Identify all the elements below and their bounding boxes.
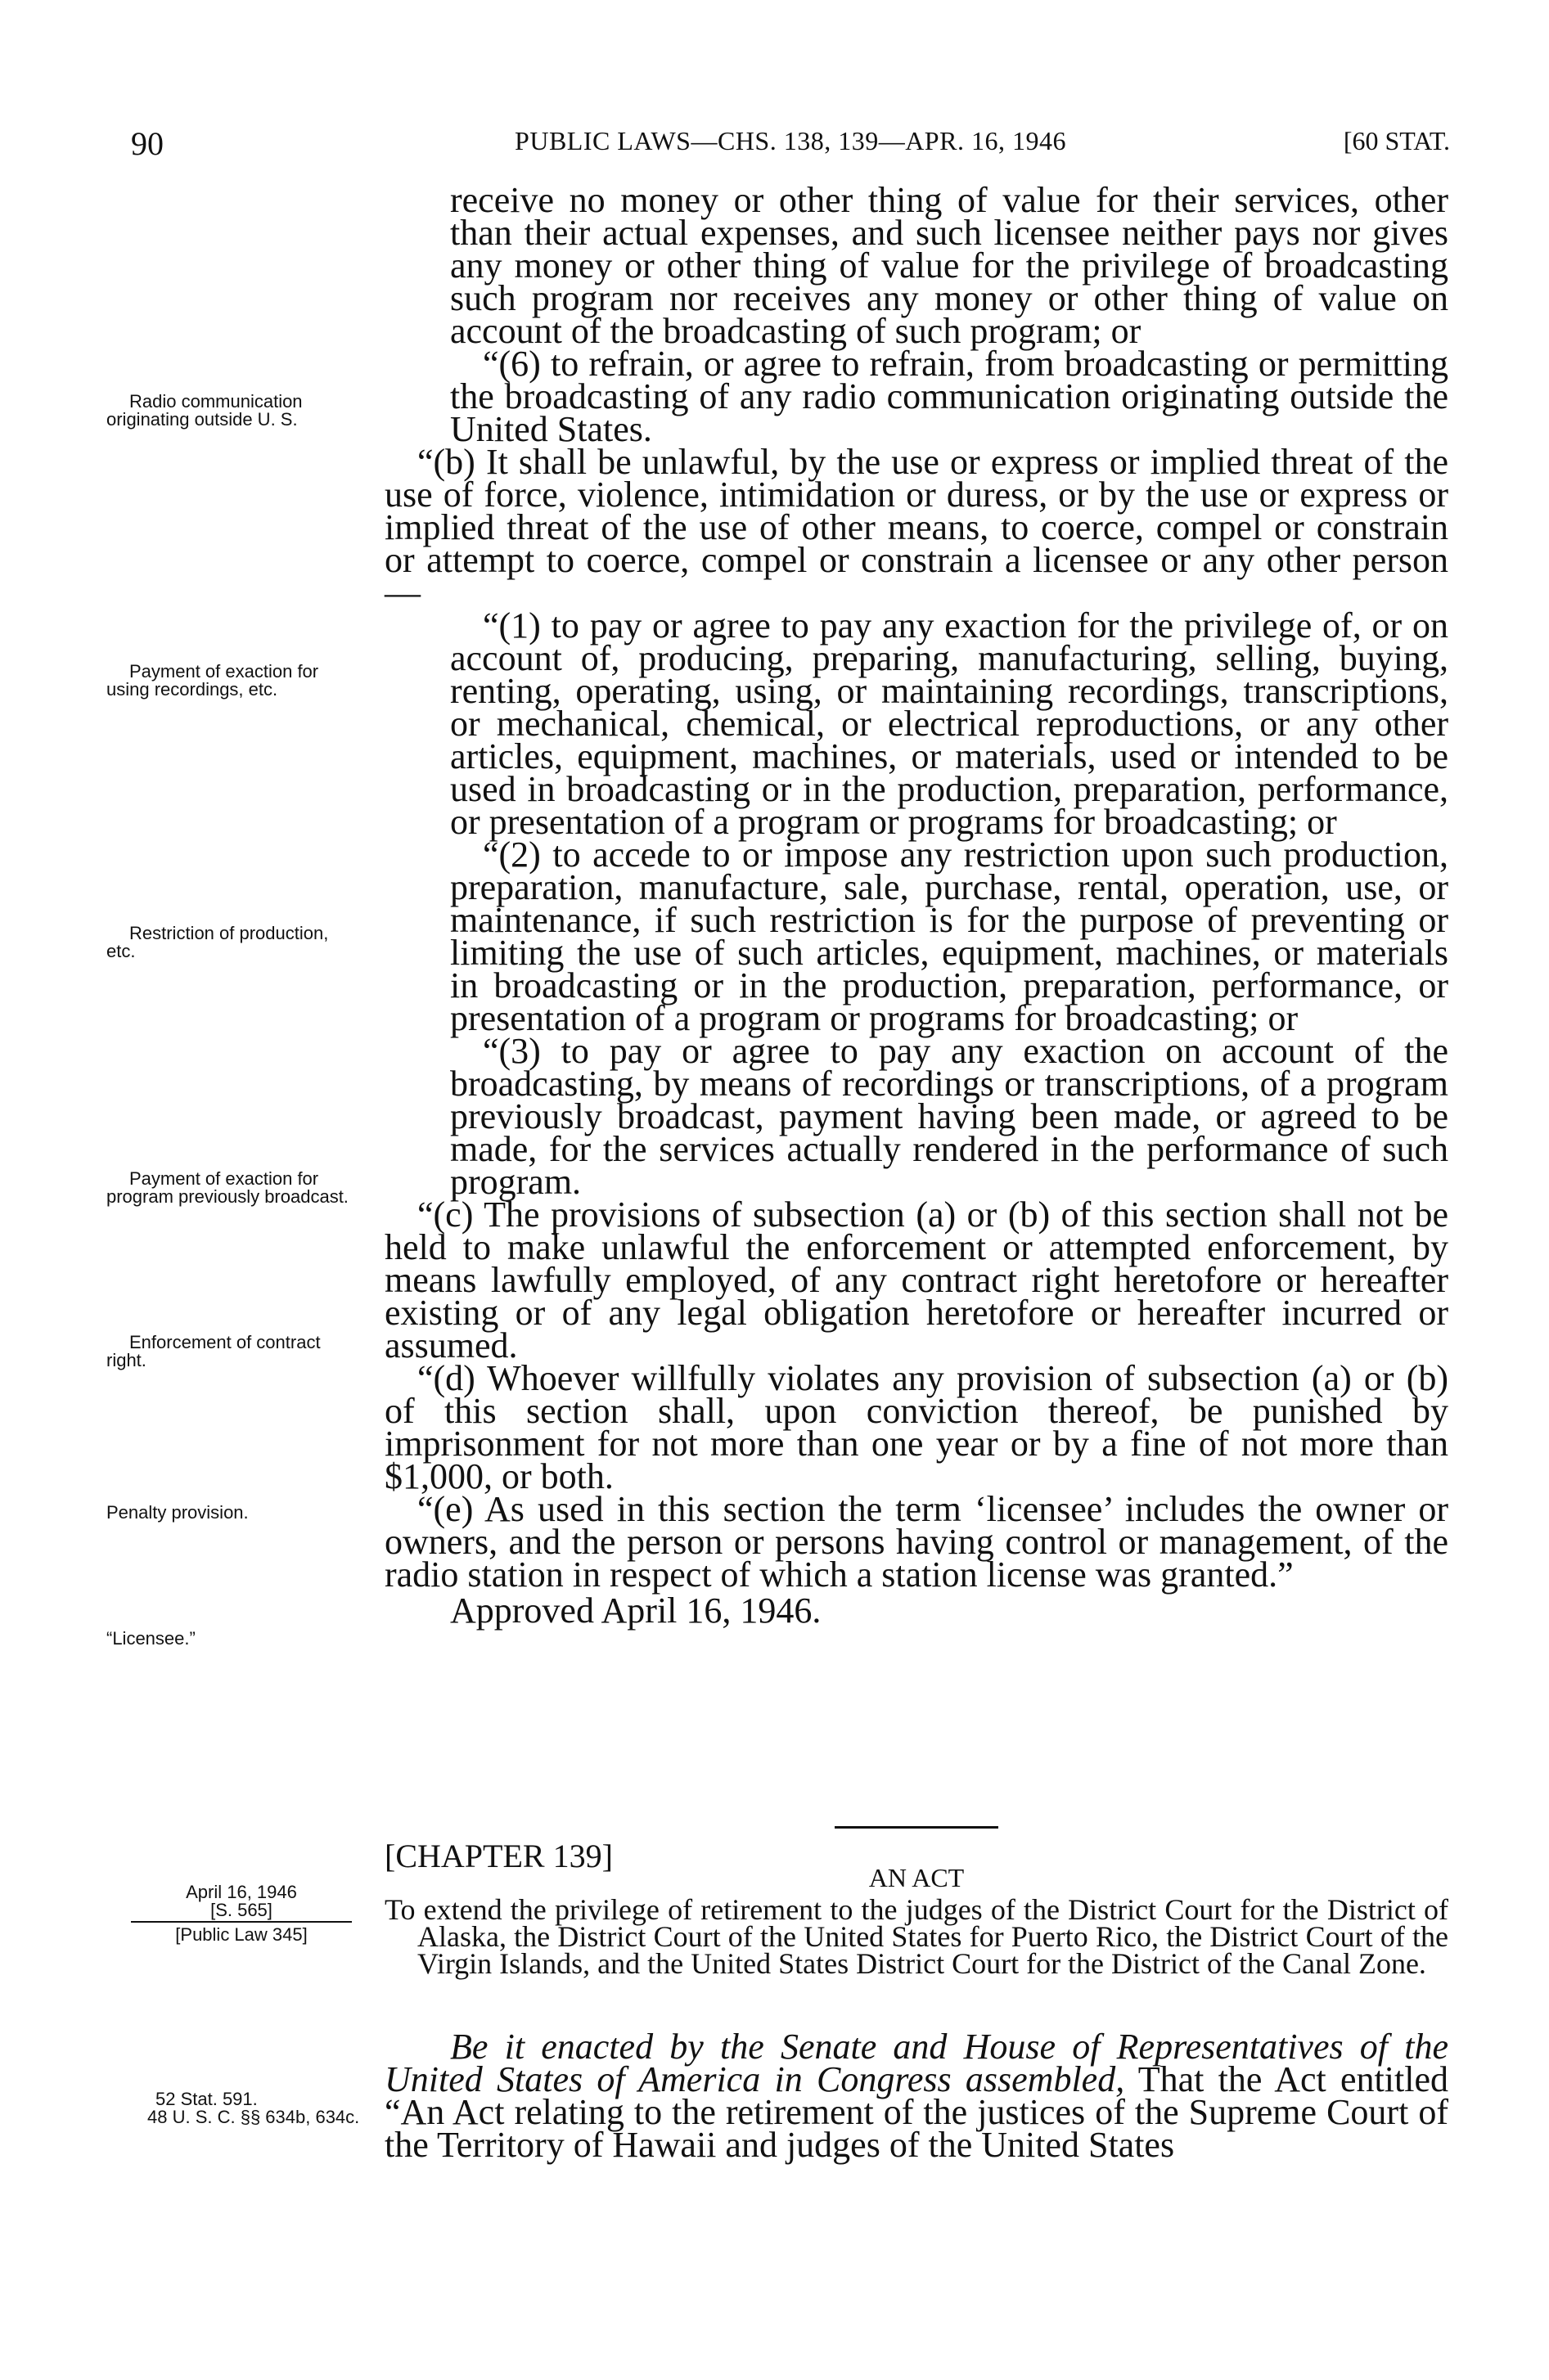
section-divider <box>835 1826 998 1829</box>
enacting-paragraph <box>385 2027 1448 2165</box>
margin-note-exactions: Payment of exaction for using recordings, etc. <box>106 661 319 700</box>
margin-note-program: Payment of exaction for program previously broadcast. <box>106 1168 349 1207</box>
main-text <box>385 180 1448 1631</box>
act-title-text: To extend the privilege of retirement to the judges of the District Court for the District of Alaska, the District Court of the United States for Puerto Rico, the District Court of the Virgin Islands, and the United States District Court for the District of the Canal Zone. <box>385 1893 1448 1980</box>
act-date: April 16, 1946 <box>186 1882 297 1902</box>
side-divider <box>131 1921 352 1923</box>
stat-reference: 52 Stat. 591. <box>155 2089 258 2109</box>
act-identification <box>131 1883 352 1944</box>
paragraph-continuation: receive no money or other thing of value for their services, other than their actual expenses, and such licensee neither pays nor gives any money or other thing of value for the privilege of broadcasting such program nor receives any money or other thing of value on account of the broadcasting of such program; or <box>450 180 1448 351</box>
act-title <box>385 1893 1448 1980</box>
margin-note-penalty: Penalty provision. <box>106 1502 249 1523</box>
paragraph-clause-b3: “(3) to pay or agree to pay any exaction on account of the broadcasting, by means of recordings or transcriptions, of a program previously broadcast, payment having been made, or agreed to be made, for the services actually rendered in the performance of such program. <box>450 1031 1448 1202</box>
senate-bill-number: [S. 565] <box>210 1900 272 1920</box>
enacting-clause <box>385 2027 1448 2165</box>
margin-note-restriction: Restriction of production, etc. <box>106 923 329 961</box>
paragraph-clause-b1: “(1) to pay or agree to pay any exaction for the privilege of, or on account of, producing, preparing, manufacturing, selling, buying, renting, operating, using, or maintaining recordings, transcriptions, or mechanical, chemical, or electrical reproductions, or any other articles, equipment, machines, or materials, used or intended to be used in broadcasting or in the production, preparation, performance, or presentation of a program or programs for broadcasting; or <box>450 605 1448 842</box>
paragraph-subsection-e: “(e) As used in this section the term ‘licensee’ includes the owner or owners, and the person or persons having control or management, of the radio station in respect of which a station license was granted.” <box>385 1489 1448 1595</box>
enacting-text: That the Act entitled “An Act relating to the retirement of the justices of the Supreme Court of the Territory of Hawaii and judges of the United States <box>385 2059 1448 2165</box>
public-law-number: [Public Law 345] <box>175 1924 308 1945</box>
running-head: PUBLIC LAWS—CHS. 138, 139—APR. 16, 1946 <box>515 126 1066 155</box>
approval-date: Approved April 16, 1946. <box>450 1590 822 1631</box>
paragraph-subsection-c: “(c) The provisions of subsection (a) or (b) of this section shall not be held to make unlawful the enforcement or attempted enforcement, by means lawfully employed, of any contract right heretofore or hereafter existing or of any legal obligation heretofore or hereafter incurred or assumed. <box>385 1194 1448 1365</box>
statute-references <box>131 2090 368 2126</box>
margin-note-enforcement: Enforcement of contract right. <box>106 1332 321 1370</box>
paragraph-clause-6: “(6) to refrain, or agree to refrain, from broadcasting or permitting the broadcasting of any radio communication originating outside the United States. <box>450 344 1448 449</box>
page-number: 90 <box>131 125 164 162</box>
enacting-formula: Be it enacted by the Senate and House of Representatives of the United States of America in Congress assembled, <box>385 2027 1448 2099</box>
margin-note-licensee: “Licensee.” <box>106 1628 196 1649</box>
paragraph-subsection-b: “(b) It shall be unlawful, by the use or express or implied threat of the use of force, violence, intimidation or duress, or by the use or express or implied threat of the use of other means, to coerce, compel or constrain or attempt to coerce, compel or constrain a licensee or any other person— <box>385 442 1448 613</box>
paragraph-subsection-d: “(d) Whoever willfully violates any provision of subsection (a) or (b) of this section shall, upon conviction thereof, be punished by imprisonment for not more than one year or by a fine of not more than $1,000, or both. <box>385 1358 1448 1496</box>
usc-reference: 48 U. S. C. §§ 634b, 634c. <box>147 2107 360 2127</box>
an-act-heading: AN ACT <box>868 1863 965 1892</box>
volume-reference: [60 STAT. <box>1343 126 1450 155</box>
margin-note-radio: Radio communication originating outside U. S. <box>106 391 303 430</box>
chapter-label: [CHAPTER 139] <box>385 1838 613 1874</box>
paragraph-clause-b2: “(2) to accede to or impose any restriction upon such production, preparation, manufacture, sale, purchase, rental, operation, use, or maintenance, if such restriction is for the purpose of preventing or limiting the use of such articles, equipment, machines, or materials in broadcasting or in the production, preparation, performance, or presentation of a program or programs for broadcasting; or <box>450 835 1448 1038</box>
page-header <box>131 124 1450 165</box>
